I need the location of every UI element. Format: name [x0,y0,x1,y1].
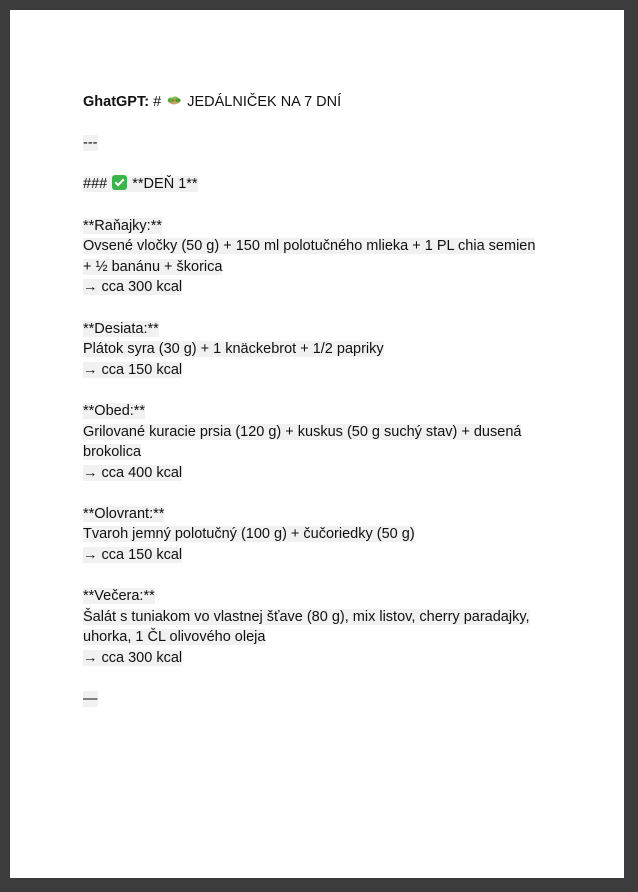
author-label: GhatGPT: [83,94,150,110]
meal-description-line: + ½ banánu + škorica [83,258,223,275]
meal-description-line: brokolica [83,444,142,461]
divider-bottom: — [83,691,98,708]
header-hash: # [153,94,162,110]
meal-block-ranajky [83,216,563,298]
salad-icon [166,93,182,105]
meal-name: **Olovrant:** [83,505,165,522]
meal-kcal: → cca 300 kcal [83,279,183,296]
divider-top: --- [83,135,98,152]
meal-description-line: Tvaroh jemný polotučný (100 g) + čučoriedky (50 g) [83,526,415,543]
meal-block-vecera [83,586,563,668]
day-heading-label: **DEŇ 1** [132,176,198,193]
day-heading [83,174,563,195]
document-title: JEDÁLNIČEK NA 7 DNÍ [187,94,342,110]
check-mark-icon [112,175,127,190]
meal-kcal: → cca 400 kcal [83,464,183,481]
meal-name: **Desiata:** [83,320,159,337]
meal-description-line: Šalát s tuniakom vo vlastnej šťave (80 g), mix listov, cherry paradajky, [83,608,530,625]
meal-block-desiata [83,319,563,381]
meal-name: **Obed:** [83,402,146,419]
meal-description-line: uhorka, 1 ČL olivového oleja [83,629,266,646]
meal-kcal: → cca 150 kcal [83,361,183,378]
meal-block-obed [83,401,563,483]
meal-name: **Večera:** [83,588,155,605]
meal-description-line: Plátok syra (30 g) + 1 knäckebrot + 1/2 papriky [83,341,384,358]
meal-name: **Raňajky:** [83,217,162,234]
day-heading-prefix: ### [83,176,108,193]
meal-description-line: Grilované kuracie prsia (120 g) + kuskus (50 g suchý stav) + dusená [83,423,522,440]
meal-block-olovrant [83,504,563,566]
meal-kcal: → cca 150 kcal [83,547,183,564]
document-header [83,92,563,113]
meal-kcal: → cca 300 kcal [83,650,183,667]
meal-description-line: Ovsené vločky (50 g) + 150 ml polotučného mlieka + 1 PL chia semien [83,238,536,255]
document-content [83,92,563,710]
document-page [10,10,624,878]
